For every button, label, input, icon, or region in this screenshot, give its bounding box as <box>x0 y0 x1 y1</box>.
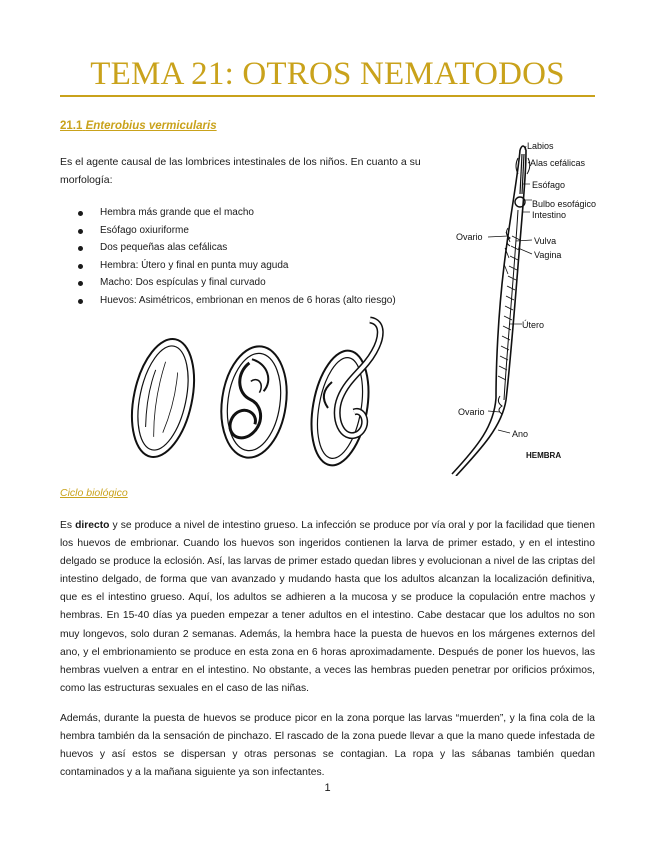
label-esofago: Esófago <box>532 180 566 190</box>
list-item: Hembra más grande que el macho <box>78 204 438 222</box>
label-hembra: HEMBRA <box>526 451 562 460</box>
paragraph-text: Es <box>60 520 76 531</box>
cycle-paragraph-2: Además, durante la puesta de huevos se produce picor en la zona porque las larvas “muerden”, y la fina cola de la hembra también da la sensación de pinchazo. El rascado de la zona puede llevar a que la mano quede infestada de huevos y así estos se dispersan y otras personas se contagian. La ropa y las sábanas también quedan contaminados y a la mañana siguiente ya son infectantes. <box>60 713 595 779</box>
section-heading <box>60 120 217 132</box>
label-vulva: Vulva <box>534 236 557 246</box>
egg-embryonated <box>215 342 294 462</box>
egg-hatching <box>303 320 380 470</box>
list-item: Hembra: Útero y final en punta muy aguda <box>78 257 438 275</box>
list-item: Huevos: Asimétricos, embrionan en menos de 6 horas (alto riesgo) <box>78 292 438 310</box>
female-worm-diagram <box>448 136 598 476</box>
list-item: Esófago oxiuriforme <box>78 222 438 240</box>
list-item: Dos pequeñas alas cefálicas <box>78 239 438 257</box>
label-bulbo-esofagico: Bulbo esofágico <box>532 199 597 209</box>
page-title: TEMA 21: OTROS NEMATODOS <box>90 56 565 92</box>
section-number: 21.1 <box>60 120 83 132</box>
title-divider <box>60 95 595 97</box>
label-ano: Ano <box>512 429 529 439</box>
cycle-heading: Ciclo biológico <box>60 487 128 499</box>
egg-unembryonated <box>128 333 204 462</box>
list-item: Macho: Dos espículas y final curvado <box>78 274 438 292</box>
morphology-list <box>78 204 438 310</box>
label-ovario-top: Ovario <box>456 232 483 242</box>
paragraph-text: y se produce a nivel de intestino grueso. La infección se produce por vía oral y por la facilidad que tienen los huevos de embrionar. Cuando los huevos son ingeridos contienen la larva de primer estado, y en el intestino delgado se produce la eclosión. Así, las larvas de primer estado quedan libres y evolucionan a nivel de las criptas del intestino delgado, de forma que van avanzado y mudando hasta que los adultos alcanzan la localización definitiva, que es el intestino grueso. Aquí, los adultos se adhieren a la mucosa y se produce la copulación entre machos y hembras. En 15-40 días ya pueden empezar a tener adultos en el intestino. Cabe destacar que los adultos no son muy longevos, solo duran 2 semanas. Además, la hembra hace la puesta de huevos en los márgenes externos del ano, y el embrionamiento se produce en esta zona en 6 horas aproximadamente. Después de poner los huevos, las hembras vuelven a entrar en el intestino. No obstante, a veces las hembras pueden penetrar por orificios próximos, como las estructuras sexuales en el caso de las niñas. <box>60 520 595 694</box>
label-utero: Útero <box>522 320 545 330</box>
label-labios: Labios <box>527 141 554 151</box>
label-vagina: Vagina <box>534 250 562 260</box>
section-name: Enterobius vermicularis <box>85 120 217 132</box>
eggs-illustration <box>128 312 388 472</box>
label-alas-cefalicas: Alas cefálicas <box>530 158 586 168</box>
label-intestino: Intestino <box>532 210 567 220</box>
label-ovario-bottom: Ovario <box>458 407 485 417</box>
cycle-paragraph-1 <box>60 517 595 698</box>
paragraph-bold-text: directo <box>75 520 110 531</box>
intro-paragraph: Es el agente causal de las lombrices intestinales de los niños. En cuanto a su morfología: <box>60 156 421 186</box>
page-number: 1 <box>324 782 331 794</box>
